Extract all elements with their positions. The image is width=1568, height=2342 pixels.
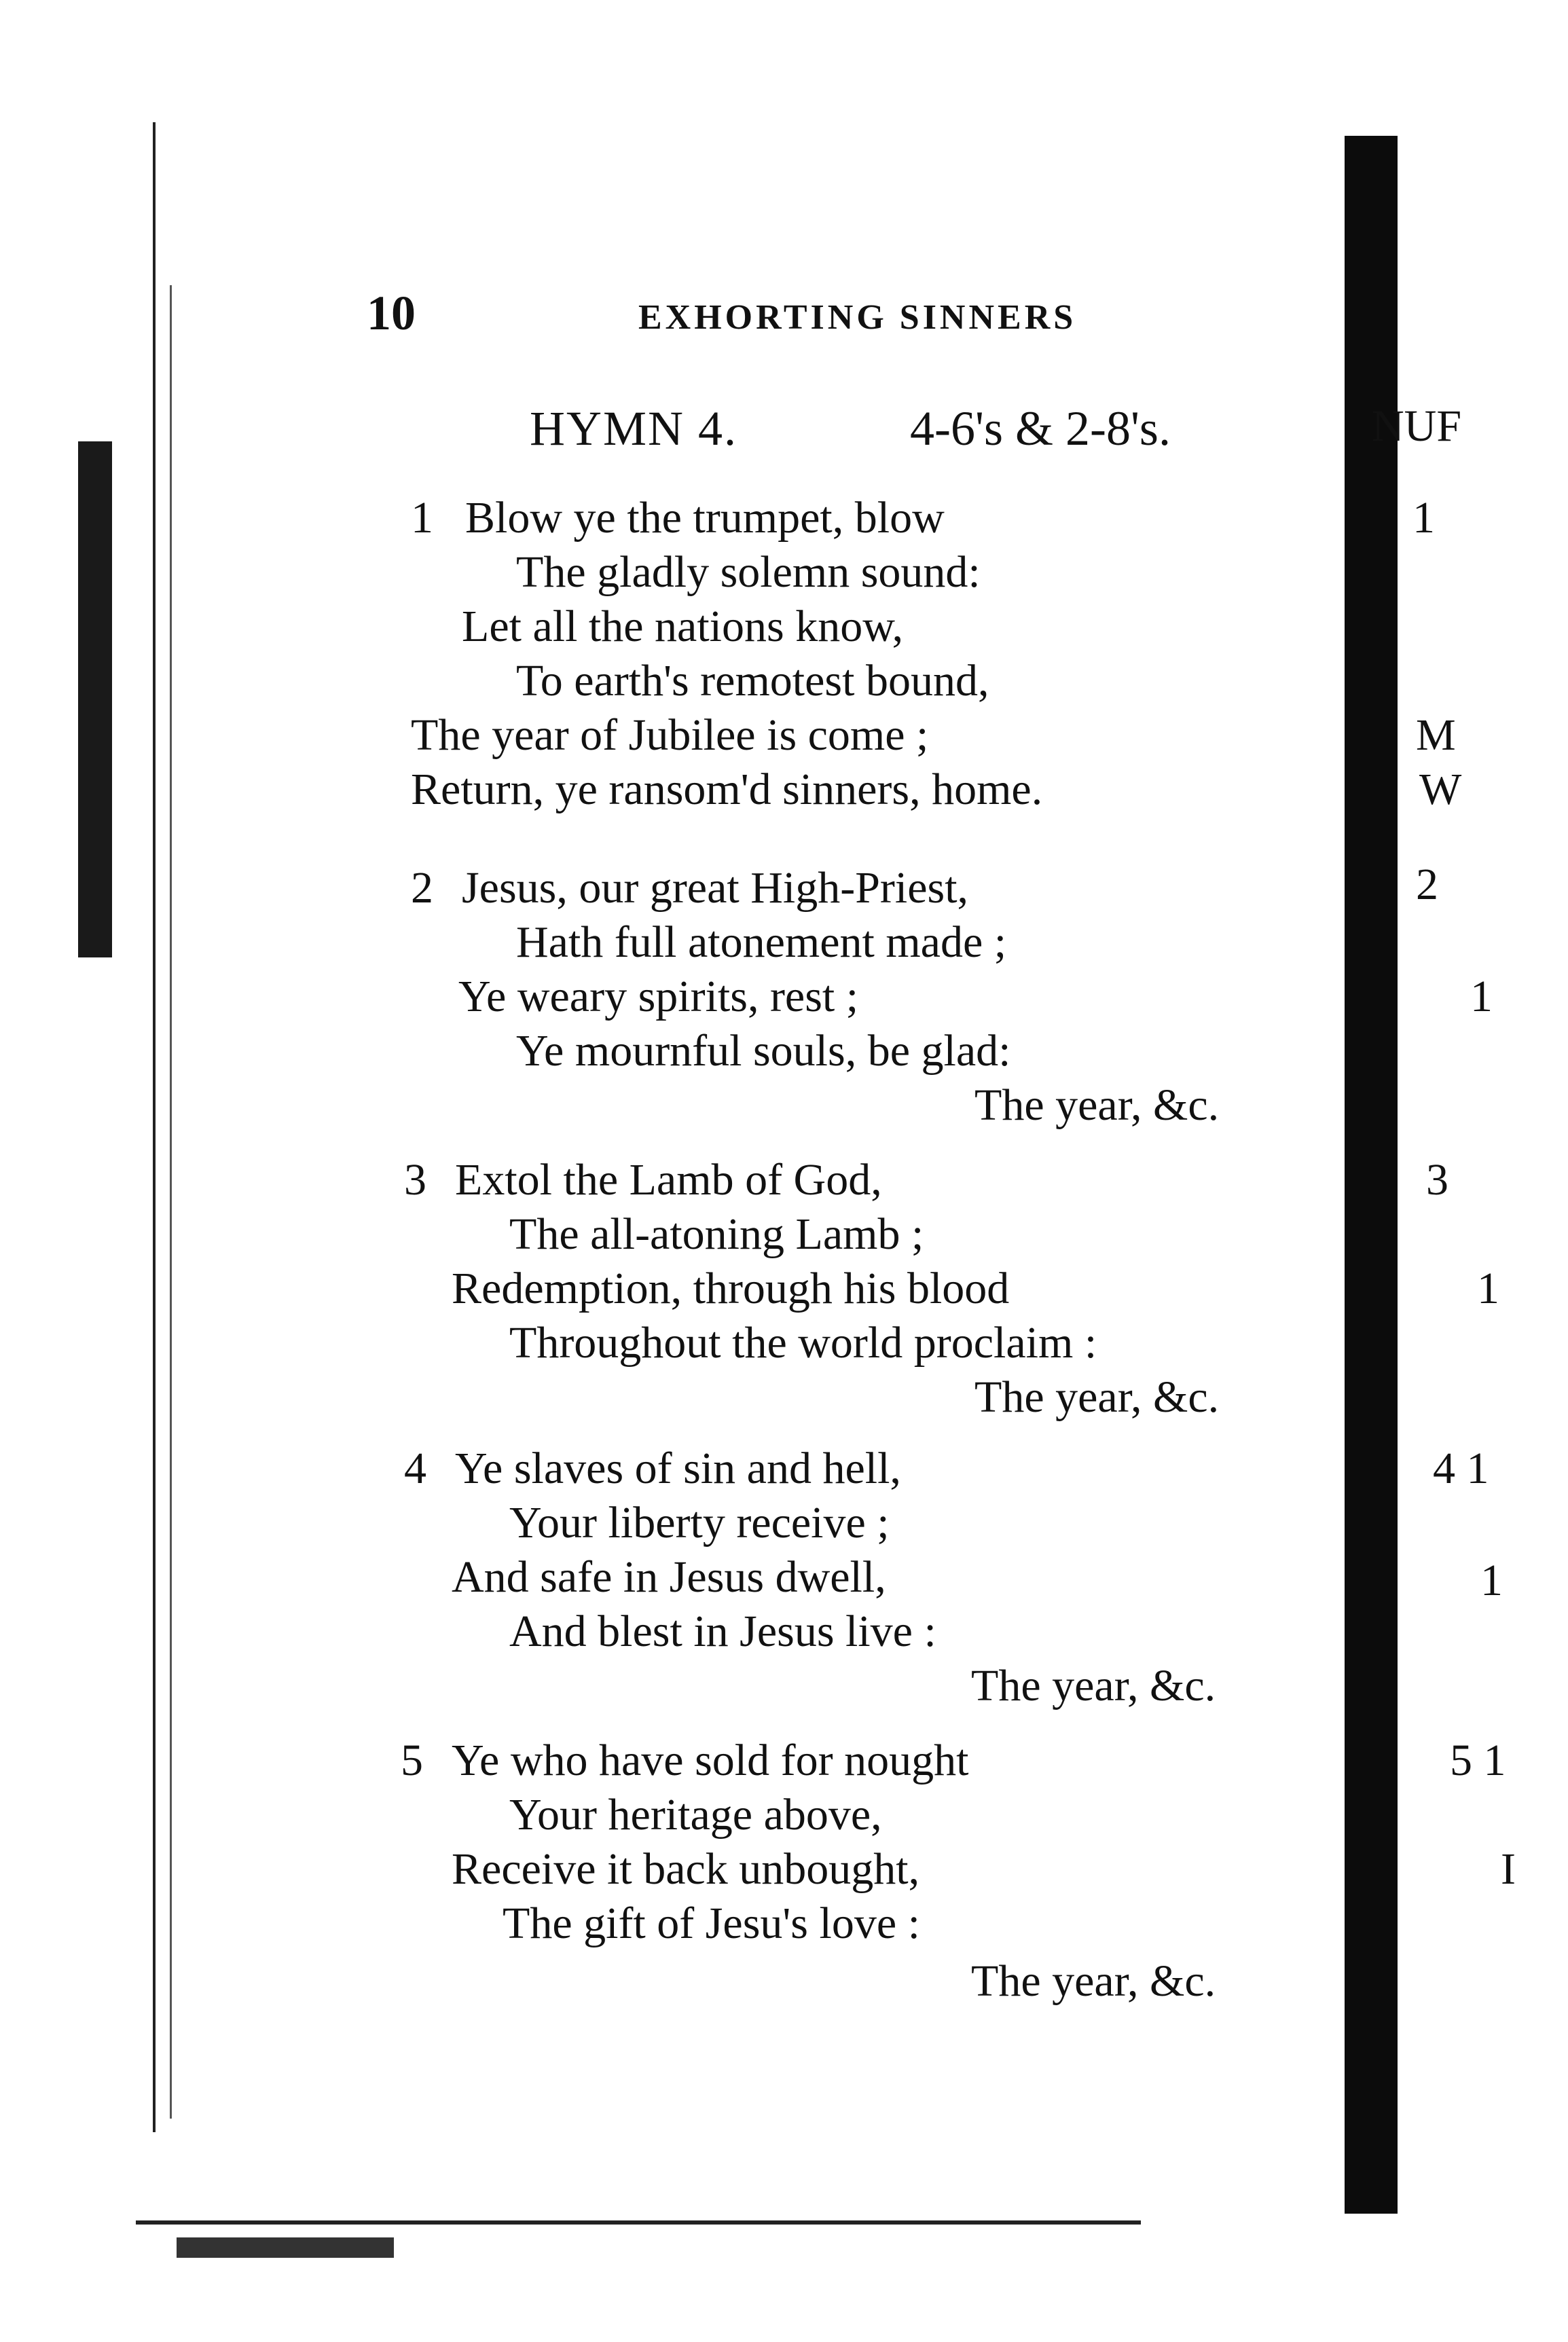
hymn-title: HYMN 4. bbox=[530, 401, 738, 456]
facing-page-fragment: W bbox=[1419, 765, 1462, 814]
page-edge-shadow bbox=[78, 441, 112, 957]
verse-line: Your liberty receive ; bbox=[509, 1498, 890, 1548]
verse-line: The year of Jubilee is come ; bbox=[411, 710, 929, 760]
verse-line: Ye mournful souls, be glad: bbox=[516, 1026, 1011, 1076]
facing-page-fragment: 1 bbox=[1480, 1556, 1503, 1605]
verse-line: Redemption, through his blood bbox=[452, 1264, 1010, 1313]
refrain-line: The year, &c. bbox=[974, 1080, 1220, 1130]
hymn-meter: 4-6's & 2-8's. bbox=[910, 401, 1171, 456]
verse-line: Blow ye the trumpet, blow bbox=[465, 493, 945, 543]
verse-number: 2 bbox=[411, 863, 433, 913]
verse-line: Throughout the world proclaim : bbox=[509, 1318, 1097, 1368]
page-number: 10 bbox=[367, 286, 416, 340]
facing-page-fragment: 1 bbox=[1412, 493, 1435, 543]
verse-line: To earth's remotest bound, bbox=[516, 656, 989, 706]
bottom-edge-shadow bbox=[177, 2237, 394, 2258]
verse-line: Ye who have sold for nought bbox=[452, 1736, 969, 1785]
facing-page-fragment: NUF bbox=[1372, 401, 1462, 451]
facing-page-fragment: 3 bbox=[1426, 1155, 1448, 1205]
verse-line: And safe in Jesus dwell, bbox=[452, 1552, 886, 1602]
verse-line: Ye slaves of sin and hell, bbox=[455, 1444, 901, 1493]
verse-number: 1 bbox=[411, 493, 433, 543]
verse-line: Your heritage above, bbox=[509, 1790, 882, 1840]
verse-line: The gladly solemn sound: bbox=[516, 547, 981, 597]
verse-line: Extol the Lamb of God, bbox=[455, 1155, 882, 1205]
bottom-edge-line bbox=[136, 2220, 1141, 2225]
running-title: EXHORTING SINNERS bbox=[638, 298, 1077, 337]
verse-number: 3 bbox=[404, 1155, 426, 1205]
verse-line: Jesus, our great High-Priest, bbox=[462, 863, 969, 913]
verse-line: Hath full atonement made ; bbox=[516, 917, 1007, 967]
page-edge-line bbox=[153, 122, 156, 2132]
facing-page-fragment: 1 bbox=[1470, 972, 1493, 1021]
verse-line: The gift of Jesu's love : bbox=[503, 1899, 920, 1948]
verse-line: Receive it back unbought, bbox=[452, 1844, 920, 1894]
refrain-line: The year, &c. bbox=[974, 1372, 1220, 1422]
facing-page-fragment: M bbox=[1416, 710, 1456, 760]
refrain-line: The year, &c. bbox=[971, 1956, 1216, 2006]
refrain-line: The year, &c. bbox=[971, 1661, 1216, 1710]
facing-page-fragment: 2 bbox=[1416, 860, 1438, 909]
page-edge-line bbox=[170, 285, 172, 2119]
verse-number: 4 bbox=[404, 1444, 426, 1493]
facing-page-fragment: I bbox=[1501, 1844, 1516, 1894]
verse-line: Let all the nations know, bbox=[462, 602, 904, 651]
facing-page-fragment: 5 1 bbox=[1450, 1736, 1506, 1785]
verse-line: The all-atoning Lamb ; bbox=[509, 1209, 924, 1259]
verse-number: 5 bbox=[401, 1736, 423, 1785]
verse-line: And blest in Jesus live : bbox=[509, 1607, 936, 1656]
facing-page-fragment: 4 1 bbox=[1433, 1444, 1489, 1493]
verse-line: Ye weary spirits, rest ; bbox=[458, 972, 859, 1021]
verse-line: Return, ye ransom'd sinners, home. bbox=[411, 765, 1043, 814]
facing-page-fragment: 1 bbox=[1477, 1264, 1499, 1313]
